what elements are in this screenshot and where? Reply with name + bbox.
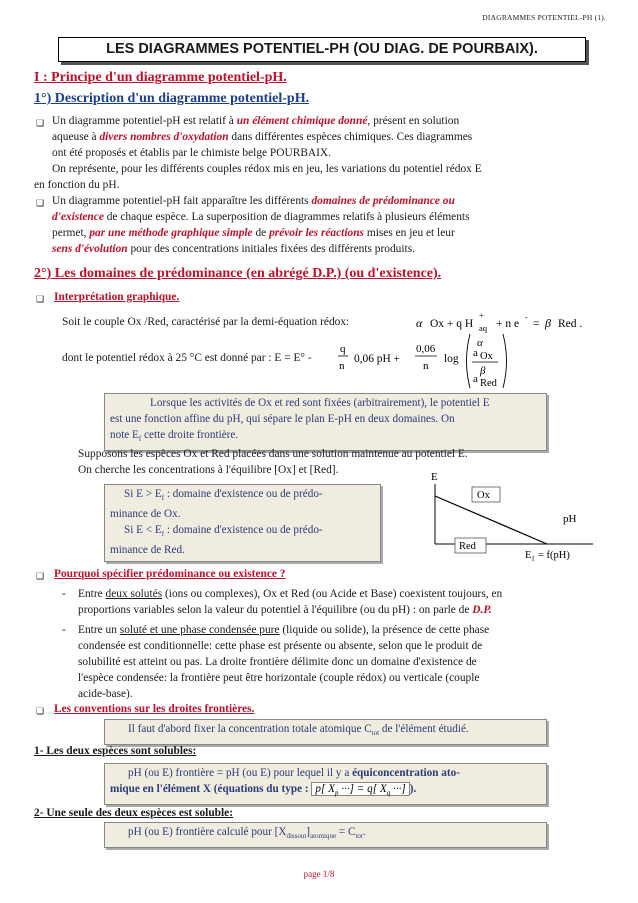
half-equation [412, 303, 612, 333]
specify-heading: Pourquoi spécifier prédominance ou existence ? [54, 568, 286, 580]
desc-line-4: On représente, pour les différents couples rédox mis en jeu, les variations du potentiel rédox E [52, 163, 482, 175]
n-denominator-2: n [423, 360, 429, 372]
alpha-exponent: α [477, 337, 483, 349]
a-ox: a [473, 347, 478, 359]
desc-line-1: Un diagramme potentiel-pH est relatif à un élément chimique donné, présent en solution [52, 115, 460, 127]
specify-b-line-3: solubilité est atteint ou pas. La droite frontière délimite donc un domaine d'existence de [78, 656, 477, 668]
ef-label: E [525, 550, 532, 561]
potential-sentence: dont le potentiel rédox à 25 °C est donné par : E = E° - [62, 352, 312, 364]
case-1-heading: 1- Les deux espèces sont solubles: [34, 745, 197, 757]
nernst-formula [336, 330, 566, 396]
dash-bullet: - [62, 588, 66, 600]
e-ph-diagram [425, 466, 605, 572]
desc-line-5: en fonction du pH. [34, 179, 120, 191]
ox-term: Ox + q H [430, 318, 474, 330]
interpretation-heading: Interprétation graphique. [54, 291, 180, 303]
domain-conditions-box: Si $E > E_f$ : domaine d'existence ou de prédo- minance de Ox. Si $E < E_f$ : domaine d'existence ou de prédo- minance de Red. [104, 484, 381, 562]
coef-numerator: 0,06 [416, 343, 436, 355]
ph-axis-label: pH [563, 513, 577, 525]
desc-line-7: d'existence de chaque espèce. La superposition de diagrammes relatifs à plusieurs éléments [52, 211, 470, 223]
checkbox-bullet-icon: ❑ [36, 294, 45, 304]
ox-domain-label: Ox [477, 490, 490, 501]
desc-line-3: ont été proposés et établis par le chimiste belge POURBAIX. [52, 147, 332, 159]
specify-b-line-4: l'espèce condensée: la frontière peut être horizontale (couple rédox) ou verticale (couple [78, 672, 480, 684]
equals-sign: = [533, 318, 540, 330]
desc-line-6: Un diagramme potentiel-pH fait apparaître les différents domaines de prédominance ou [52, 195, 455, 207]
checkbox-bullet-icon: ❑ [36, 198, 45, 208]
specify-b-line-1: Entre un soluté et une phase condensée pure (liquide ou solide), la présence de cette phase [78, 624, 490, 636]
red-term: Red . [558, 318, 583, 330]
ef-equation: = f(pH) [538, 550, 570, 561]
ph-term: 0,06 pH + [354, 353, 400, 365]
ef-sub: f [532, 555, 535, 563]
case-1-box: pH (ou E) frontière = pH (ou E) pour lequel il y a équiconcentration ato- mique en l'élément X (équations du type : p[ $X_p$ ···] = q[ $X_q$ ···] ). [104, 763, 547, 805]
aq-sub: aq [479, 323, 488, 333]
n-denominator: n [339, 360, 345, 372]
section-1-heading: I : Principe d'un diagramme potentiel-pH. [34, 70, 287, 85]
specify-b-line-2: condensée est conditionnelle: cette phase est présente ou absente, selon que le produit de [78, 640, 483, 652]
checkbox-bullet-icon: ❑ [36, 571, 45, 581]
running-header: DIAGRAMMES POTENTIEL-PH (1). [482, 13, 606, 22]
subsection-1-heading: 1°) Description d'un diagramme potentiel-pH. [34, 91, 310, 106]
case-2-box: pH (ou E) frontière calculé pour $[X_{dissout}]_{atomique} = C_{tot}$. [104, 822, 547, 848]
ne-term: + n e [496, 318, 520, 330]
specify-a-line-1: Entre deux solutés (ions ou complexes), Ox et Red (ou Acide et Base) coexistent toujours, en [78, 588, 503, 600]
q-numerator: q [340, 343, 346, 355]
page-number: page 1/8 [303, 869, 335, 879]
red-domain-label: Red [459, 541, 476, 552]
frontier-line [435, 496, 547, 544]
document-title: LES DIAGRAMMES POTENTIEL-PH (OU DIAG. DE POURBAIX). [58, 37, 586, 62]
couple-sentence: Soit le couple Ox /Red, caractérisé par la demi-équation rédox: [62, 316, 350, 328]
desc-line-9: sens d'évolution pour des concentrations initiales fixées des différents produits. [52, 243, 415, 255]
specify-a-line-2: proportions variables selon la valeur du potentiel à l'équilibre (ou du pH) : on parle de D.P. [78, 604, 492, 616]
alpha-symbol: α [416, 316, 423, 330]
suppose-line-2: On cherche les concentrations à l'équilibre [Ox] et [Red]. [78, 464, 339, 476]
desc-line-2: aqueuse à divers nombres d'oxydation dans différentes espèces chimiques. Ces diagrammes [52, 131, 473, 143]
red-sub: Red [480, 378, 497, 389]
frontier-explanation-box: Lorsque les activités de Ox et red sont fixées (arbitrairement), le potentiel E est une fonction affine du pH, qui sépare le plan E-pH en deux domaines. On note $E_f$ cette droite frontière. [104, 393, 547, 451]
minus-charge: - [525, 313, 528, 322]
dash-bullet: - [62, 624, 66, 636]
e-axis-label: E [431, 471, 438, 483]
log-term: log [444, 353, 459, 365]
conventions-box: Il faut d'abord fixer la concentration totale atomique $C_{tot}$ de l'élément étudié. [104, 719, 547, 745]
ox-sub: Ox [480, 351, 493, 362]
beta-exponent: β [480, 365, 486, 377]
suppose-line-1: Supposons les espèces Ox et Red placées dans une solution maintenue au potentiel E. [78, 448, 468, 460]
checkbox-bullet-icon: ❑ [36, 706, 45, 716]
conventions-heading: Les conventions sur les droites frontières. [54, 703, 255, 715]
case-2-heading: 2- Une seule des deux espèces est soluble: [34, 807, 234, 819]
specify-b-line-5: acide-base). [78, 688, 133, 700]
beta-symbol: β [545, 316, 551, 330]
subsection-2-heading: 2°) Les domaines de prédominance (en abrégé D.P.) (ou d'existence). [34, 266, 442, 281]
plus-charge: + [479, 311, 484, 320]
checkbox-bullet-icon: ❑ [36, 118, 45, 128]
desc-line-8: permet, par une méthode graphique simple de prévoir les réactions mises en jeu et leur [52, 227, 455, 239]
a-red: a [473, 373, 478, 385]
